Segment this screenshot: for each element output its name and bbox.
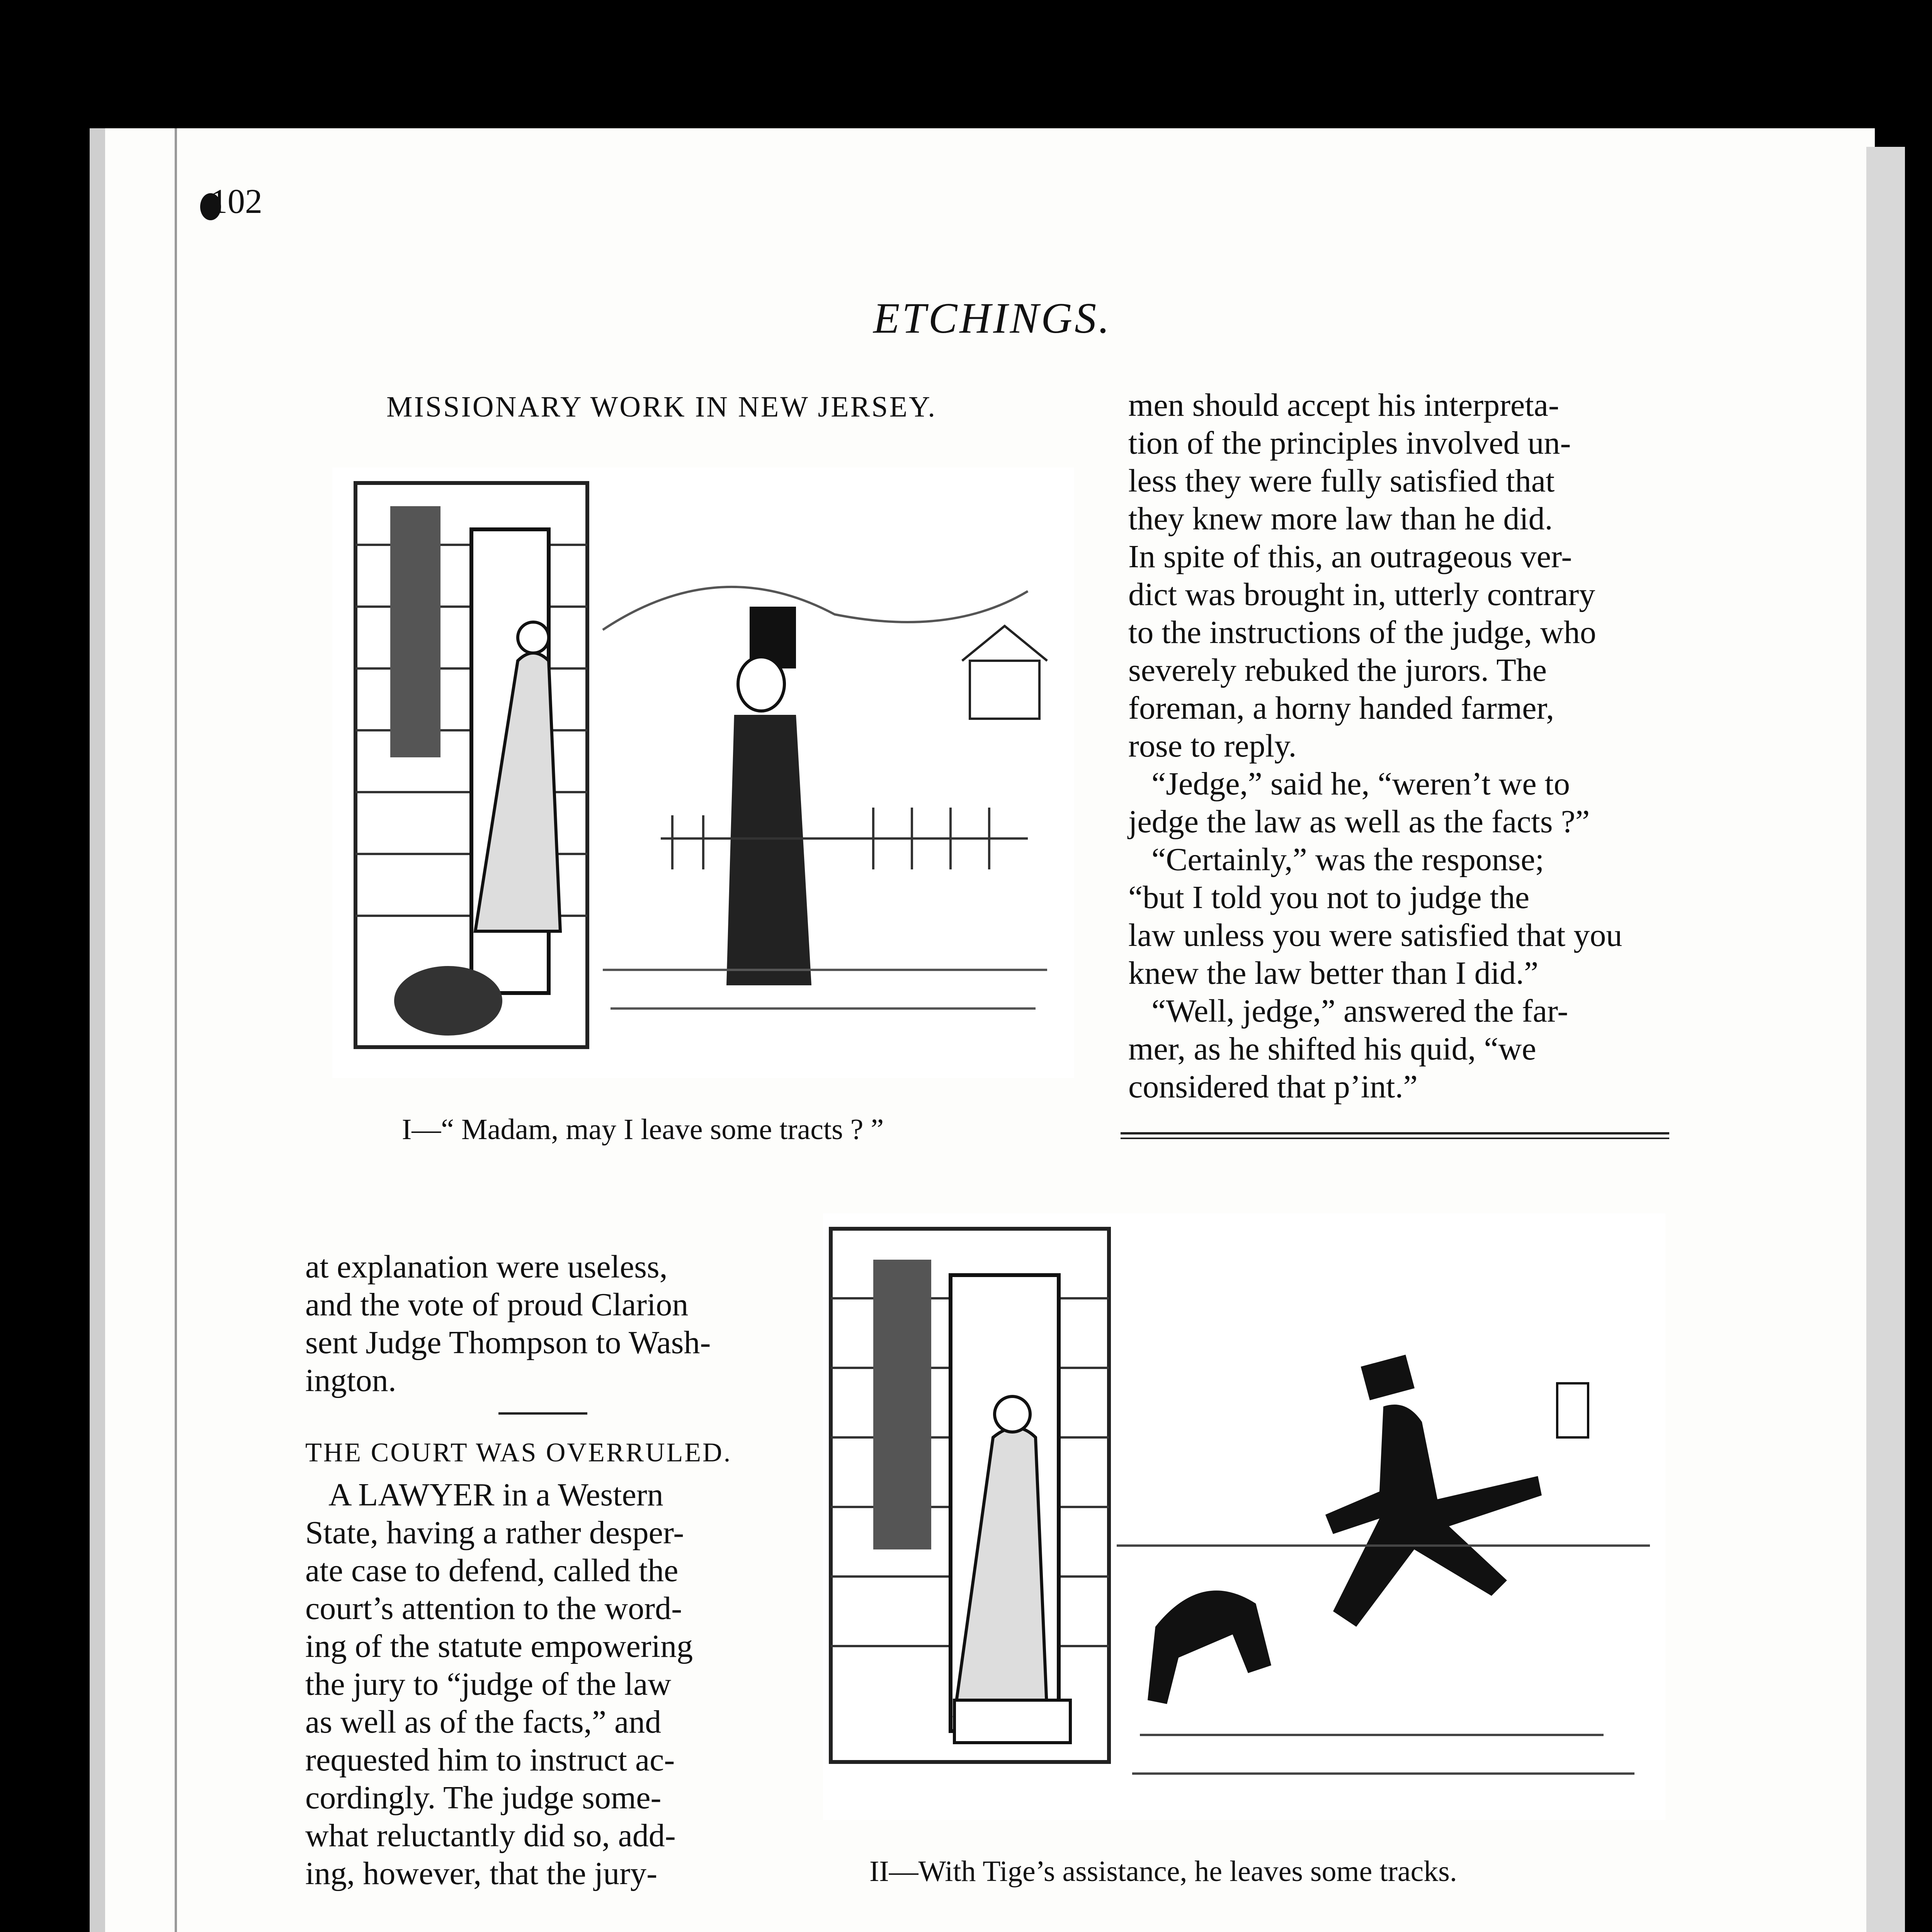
- text-line: In spite of this, an outrageous ver-: [1128, 539, 1572, 575]
- page-number: 102: [210, 182, 262, 221]
- short-divider: [498, 1412, 587, 1415]
- text-line: to the instructions of the judge, who: [1128, 614, 1596, 650]
- illustration-caption-1: I—“ Madam, may I leave some tracts ? ”: [402, 1113, 884, 1146]
- text-line: ing of the statute empowering: [305, 1628, 693, 1664]
- story-heading-missionary: MISSIONARY WORK IN NEW JERSEY.: [386, 391, 937, 423]
- text-line: severely rebuked the jurors. The: [1128, 652, 1547, 688]
- text-line: knew the law better than I did.”: [1128, 955, 1539, 991]
- text-line: “but I told you not to judge the: [1128, 879, 1530, 915]
- text-line: tion of the principles involved un-: [1128, 425, 1571, 461]
- text-line: court’s attention to the word-: [305, 1590, 682, 1626]
- text-line: as well as of the facts,” and: [305, 1704, 662, 1740]
- text-line: ing, however, that the jury-: [305, 1855, 658, 1891]
- text-line: State, having a rather desper-: [305, 1515, 684, 1551]
- text-line: sent Judge Thompson to Wash-: [305, 1325, 711, 1361]
- right-column-text: [1128, 386, 1677, 1106]
- text-line: “Well, jedge,” answered the far-: [1151, 993, 1568, 1029]
- text-line: requested him to instruct ac-: [305, 1742, 675, 1778]
- woman-at-door-illustration: [332, 468, 1074, 1078]
- text-line: cordingly. The judge some-: [305, 1780, 662, 1816]
- text-line: law unless you were satisfied that you: [1128, 917, 1622, 953]
- illustration-caption-2: II—With Tige’s assistance, he leaves some tracks.: [869, 1855, 1457, 1888]
- next-page-edge: [1866, 147, 1905, 1932]
- text-line: less they were fully satisfied that: [1128, 463, 1555, 499]
- story-heading-court: THE COURT WAS OVERRULED.: [305, 1438, 732, 1468]
- section-divider: [1121, 1132, 1669, 1134]
- text-line: and the vote of proud Clarion: [305, 1287, 689, 1323]
- text-line: A LAWYER in a Western: [328, 1477, 663, 1513]
- left-column-text-top: [305, 1248, 769, 1400]
- text-line: “Jedge,” said he, “weren’t we to: [1151, 766, 1570, 802]
- fleeing-man-dog-illustration: [823, 1213, 1665, 1820]
- text-line: dict was brought in, utterly contrary: [1128, 577, 1595, 612]
- left-column-text: [305, 1476, 769, 1893]
- text-line: considered that p’int.”: [1128, 1069, 1418, 1105]
- text-line: the jury to “judge of the law: [305, 1666, 672, 1702]
- text-line: rose to reply.: [1128, 728, 1297, 764]
- text-line: mer, as he shifted his quid, “we: [1128, 1031, 1536, 1067]
- text-line: they knew more law than he did.: [1128, 501, 1553, 537]
- text-line: foreman, a horny handed farmer,: [1128, 690, 1554, 726]
- page-edge-rule: [175, 128, 177, 1932]
- text-line: men should accept his interpreta-: [1128, 387, 1559, 423]
- text-line: ate case to defend, called the: [305, 1553, 679, 1588]
- text-line: “Certainly,” was the response;: [1151, 842, 1544, 878]
- text-line: what reluctantly did so, add-: [305, 1818, 676, 1854]
- page-title: ETCHINGS.: [873, 294, 1112, 342]
- text-line: at explanation were useless,: [305, 1249, 668, 1285]
- text-line: ington.: [305, 1362, 396, 1398]
- text-line: jedge the law as well as the facts ?”: [1128, 804, 1590, 840]
